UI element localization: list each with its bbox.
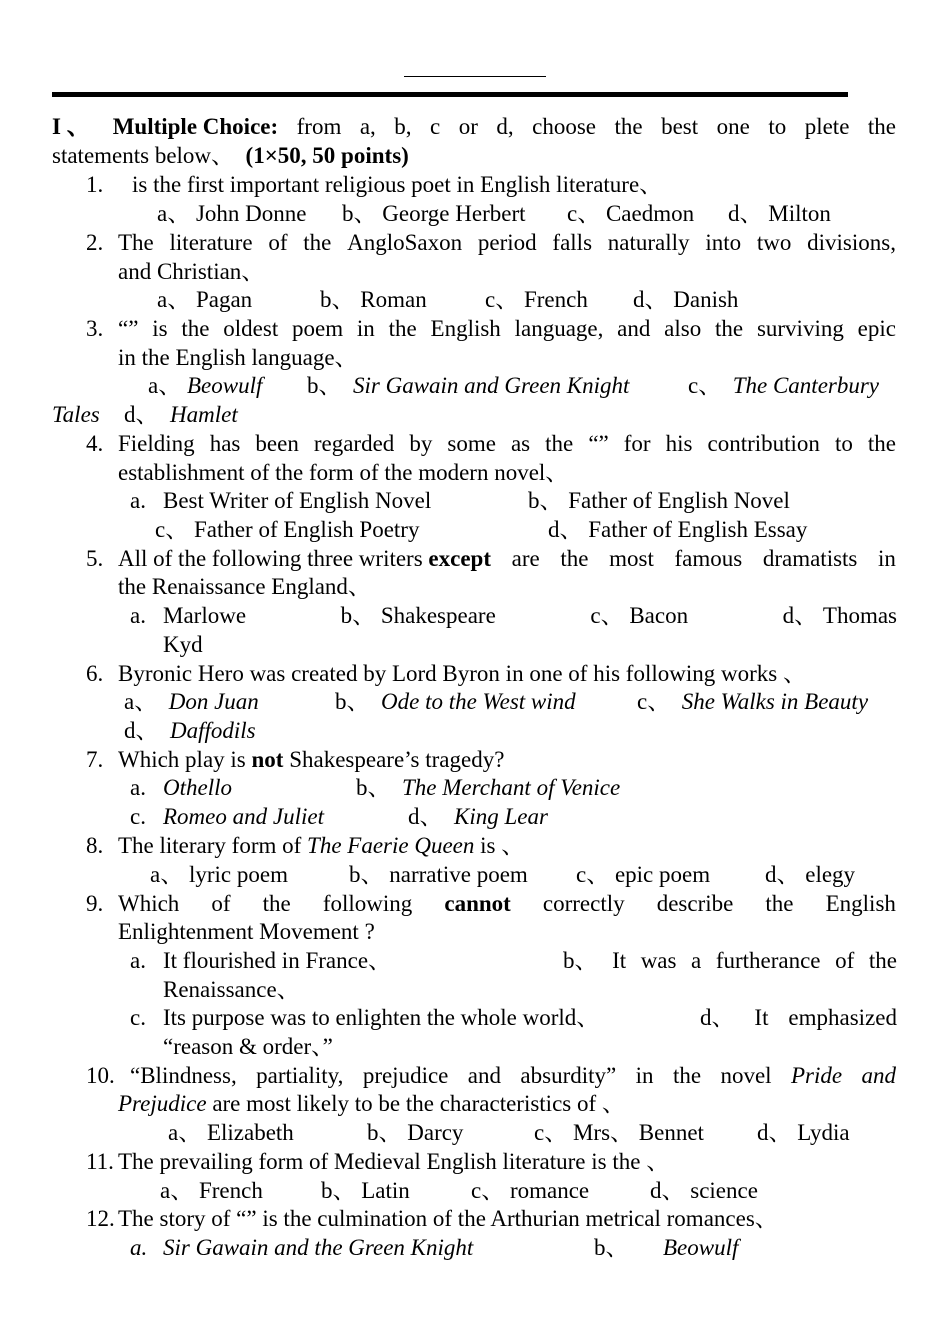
option-a: a、 Elizabeth [168,1120,294,1145]
word: of [835,948,855,973]
question-text: Byronic Hero was created by Lord Byron in one of his following works 、 [118,661,806,686]
option-b-continued: Renaissance、 [163,977,300,1002]
word: into [705,230,742,255]
question-text: is the first important religious poet in English literature、 [132,172,663,197]
question-text-line1 [118,229,896,257]
word: in [356,316,375,341]
option-b: b、 Darcy [367,1120,464,1145]
word: furtherance [715,948,821,973]
question-number: 10. [86,1063,115,1088]
word: language, [514,316,604,341]
option-c: c、 Mrs、 Bennet [534,1120,704,1145]
word: are [511,546,540,571]
option-c-continued: Tales [52,402,100,427]
section-title: Multiple Choice: [112,114,279,139]
word: correctly [542,891,625,916]
question-text-line1 [118,890,896,918]
question-text-line1 [118,545,896,573]
word-emphasis: cannot [444,891,511,916]
word: AngloSaxon [347,230,463,255]
question-text: The prevailing form of Medieval English literature is the 、 [118,1149,670,1174]
option-b: b、 Father of English Novel [528,488,790,513]
instruction-word: the [867,114,896,139]
instruction-line2: statements below、 [52,143,235,168]
word: as [510,431,531,456]
option-b: b、 Sir Gawain and Green Knight [307,373,630,398]
word: It [754,1005,769,1030]
option-b: b、 narrative poem [349,862,528,887]
option-a: Sir Gawain and the Green Knight [163,1235,474,1260]
instruction-word: c [430,114,441,139]
option-d: d、 Milton [728,201,831,226]
word: oldest [223,316,279,341]
word: naturally [607,230,690,255]
instruction-word: from [296,114,342,139]
word: dramatists [762,546,858,571]
word: the [765,891,794,916]
word: famous [674,546,743,571]
word: falls [552,230,593,255]
section-label: I 、 Multiple Choice: [52,114,279,139]
instruction-word: to [768,114,787,139]
word: b、 [563,948,598,973]
section-header-line2 [52,142,409,170]
question-number: 4. [86,431,104,456]
word: describe [656,891,734,916]
option-d-continued: Kyd [163,632,203,657]
option-c: c、 Bacon [590,603,689,628]
word: period [477,230,537,255]
options-row [163,602,897,630]
question-text-line1 [118,315,896,343]
question-text: The literary form of The Faerie Queen is 、 [118,833,525,858]
word: for [623,431,651,456]
question-lead: All of the following three writers except [118,546,491,571]
option-a-label: a. [130,488,146,513]
word: his [665,431,693,456]
word: also [664,316,702,341]
word: Fielding [118,431,195,456]
option-a: It flourished in France、 [163,948,392,973]
word: the [262,891,291,916]
question-number: 2. [86,230,104,255]
option-a: Othello [163,775,232,800]
option-b: b、 Shakespeare [340,603,496,628]
word: “” [588,431,609,456]
option-a: Marlowe [163,603,247,628]
question-text: Which play is not Shakespeare’s tragedy? [118,747,505,772]
word: the [560,546,589,571]
word: partiality, [256,1063,344,1088]
word: in [878,546,896,571]
word: the [303,230,332,255]
instruction-word: plete [804,114,850,139]
instruction-word: best [661,114,699,139]
option-b: b、 Ode to the West wind [335,689,576,714]
question-text-line1 [130,1062,896,1090]
option-a-label: a. [130,603,146,628]
word: is [152,316,168,341]
question-text-line2: in the English language、 [118,345,358,370]
question-text-line1 [118,430,896,458]
option-a: a、 French [160,1178,263,1203]
title-blank-line [404,76,546,77]
word: has [209,431,241,456]
option-b: b、 Latin [321,1178,410,1203]
word: emphasized [788,1005,897,1030]
word: two [756,230,792,255]
word: novel [720,1063,772,1088]
word: of [211,891,231,916]
word: “” [118,316,139,341]
word: contribution [707,431,820,456]
option-c-label: c. [130,1005,146,1030]
option-d: d、 Lydia [757,1120,850,1145]
option-a: a、 Beowulf [148,373,263,398]
word: most [609,546,654,571]
instruction-word: or [458,114,478,139]
option-d [700,1004,897,1032]
option-c: Romeo and Juliet [163,804,324,829]
word: a [691,948,702,973]
word: English [430,316,501,341]
option-d: d、 science [650,1178,758,1203]
option-a: a、 lyric poem [150,862,288,887]
instruction-word: b, [394,114,412,139]
option-d: d、 Hamlet [124,402,238,427]
section-header-line [52,113,896,141]
word-italic: Pride [790,1063,843,1088]
instruction-word: the [614,114,643,139]
option-a: Best Writer of English Novel [163,488,432,513]
word: the [181,316,210,341]
word: to [834,431,853,456]
question-number: 6. [86,661,104,686]
word: was [640,948,677,973]
question-number: 8. [86,833,104,858]
word: and [617,316,651,341]
word: the [867,431,896,456]
option-a-label: a. [130,948,146,973]
question-text-line2: establishment of the form of the modern novel、 [118,460,569,485]
option-b [563,947,897,975]
option-b: b、 George Herbert [342,201,526,226]
question-number: 11. [86,1149,114,1174]
header-rule [52,92,848,97]
word: in [635,1063,654,1088]
word: some [447,431,496,456]
word: “Blindness, [130,1063,237,1088]
question-number: 3. [86,316,104,341]
option-a-label: a. [130,1235,148,1260]
option-d: d、 Thomas [782,603,897,628]
option-c: c、 She Walks in Beauty [637,689,869,714]
option-a: a、 John Donne [157,201,307,226]
option-d: d、 Father of English Essay [548,517,808,542]
question-number: 7. [86,747,104,772]
word: absurdity” [520,1063,617,1088]
option-a-label: a. [130,775,146,800]
word: regarded [313,431,395,456]
instruction-word: one [716,114,750,139]
instruction-word: choose [532,114,596,139]
question-number: 12. [86,1206,115,1231]
option-d: d、 Danish [633,287,739,312]
option-c: c、 Father of English Poetry [155,517,420,542]
option-c: Its purpose was to enlighten the whole world、 [163,1005,600,1030]
option-c: c、 The Canterbury [688,373,880,398]
word: It [612,948,627,973]
word: The [118,230,154,255]
question-text-line2: Prejudice are most likely to be the characteristics of 、 [118,1091,625,1116]
option-d-continued: “reason & order、” [163,1034,333,1059]
option-c: c、 epic poem [576,862,711,887]
word: poem [292,316,344,341]
instruction-word: d, [496,114,514,139]
question-number: 9. [86,891,104,916]
option-b: b、 Beowulf [594,1235,739,1260]
word: by [409,431,433,456]
word: English [825,891,896,916]
word-italic: and [861,1063,896,1088]
word: epic [857,316,896,341]
question-text: The story of “” is the culmination of the Arthurian metrical romances、 [118,1206,778,1231]
word: prejudice [362,1063,449,1088]
option-a: a、 Pagan [157,287,253,312]
word: d、 [700,1005,735,1030]
option-b: b、 Roman [320,287,427,312]
instruction-word: a, [359,114,376,139]
word: Which [118,891,180,916]
option-d: d、 Daffodils [124,718,256,743]
word: the [672,1063,702,1088]
question-number: 5. [86,546,104,571]
word: divisions, [807,230,896,255]
points-label: (1×50, 50 points) [245,143,409,168]
option-c: c、 French [485,287,588,312]
word: the [388,316,417,341]
option-d: d、 elegy [765,862,856,887]
option-d: d、 King Lear [408,804,548,829]
option-c: c、 romance [471,1178,590,1203]
word: the [868,948,897,973]
question-text-line2: and Christian、 [118,259,265,284]
option-b: b、 The Merchant of Venice [356,775,621,800]
option-c: c、 Caedmon [567,201,695,226]
question-text-line2: Enlightenment Movement ? [118,919,375,944]
question-text-line2: the Renaissance England、 [118,574,371,599]
word: of [268,230,288,255]
word: following [322,891,413,916]
question-number: 1. [86,172,104,197]
word: literature [169,230,253,255]
word: the [715,316,744,341]
word: and [467,1063,502,1088]
word: surviving [756,316,844,341]
option-c-label: c. [130,804,146,829]
option-a: a、 Don Juan [124,689,259,714]
word: the [545,431,574,456]
word: been [255,431,299,456]
